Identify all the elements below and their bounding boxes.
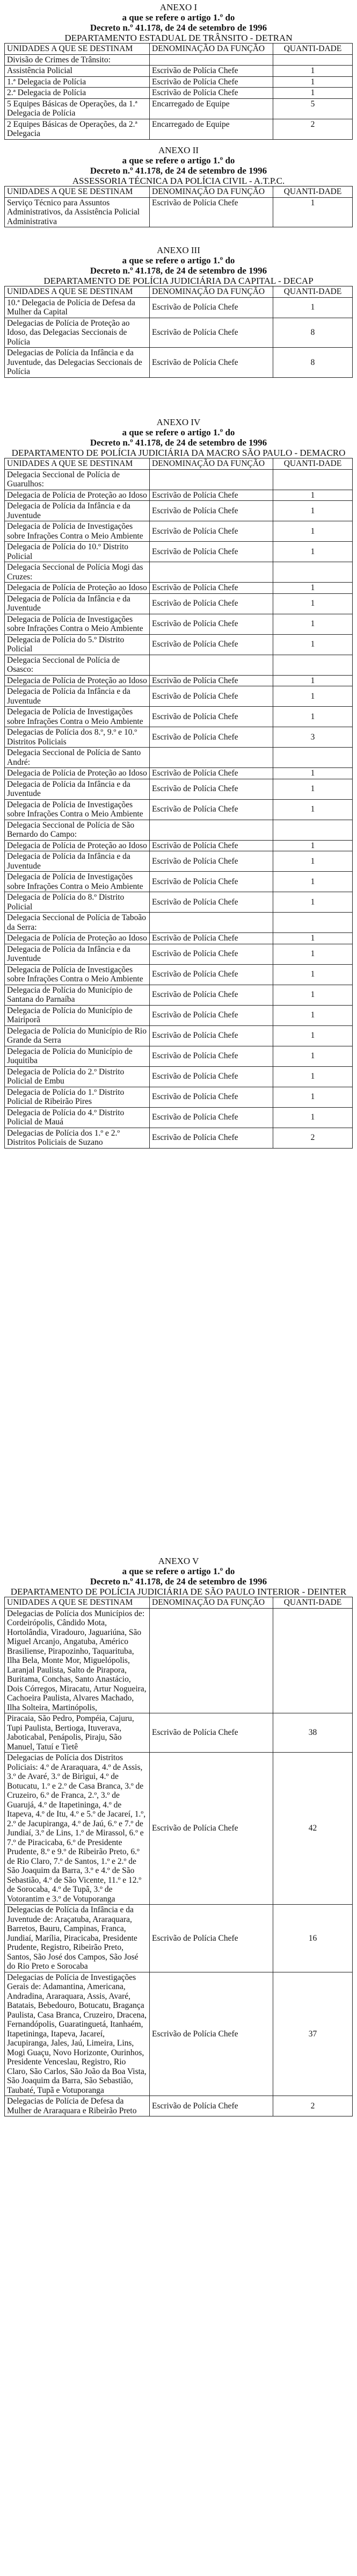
function-cell: Escrivão de Polícia Chefe (150, 892, 273, 913)
unit-cell: Delegacia de Polícia de Investigações sobre Infrações Contra o Meio Ambiente (5, 799, 150, 820)
table-row (5, 655, 353, 675)
function-cell: Encarregado de Equipe (150, 98, 273, 119)
function-cell (150, 748, 273, 768)
annex-ref-line: a que se refere o artigo 1.º do (122, 155, 235, 166)
unit-cell: Delegacia de Polícia do 5.º Distrito Policial (5, 634, 150, 655)
table-row (5, 727, 353, 748)
function-cell: Escrivão de Polícia Chefe (150, 88, 273, 99)
unit-cell: Delegacia de Polícia do 10.º Distrito Policial (5, 542, 150, 562)
unit-cell: Delegacia de Polícia do Município de Rio Grande da Serra (5, 1025, 150, 1046)
function-cell (150, 820, 273, 840)
table-row (5, 2096, 353, 2116)
function-cell: Escrivão de Polícia Chefe (150, 501, 273, 521)
annex-department: DEPARTAMENTO DE POLÍCIA JUDICIÁRIA DE SÃO PAULO INTERIOR - DEINTER (10, 1587, 347, 1597)
table-row (5, 1713, 353, 1753)
table-row (5, 318, 353, 348)
function-cell: Escrivão de Polícia Chefe (150, 872, 273, 892)
table-row (5, 1066, 353, 1087)
table-row (5, 1107, 353, 1128)
table-row (5, 840, 353, 851)
table-row (5, 799, 353, 820)
annex-decree-line: Decreto n.º 41.178, de 24 de setembro de 1996 (90, 23, 267, 33)
unit-cell: Delegacia de Polícia de Investigações sobre Infrações Contra o Meio Ambiente (5, 521, 150, 542)
table-row (5, 1753, 353, 1905)
quantity-cell: 16 (273, 1905, 353, 1972)
unit-cell: Delegacia de Polícia do Município de Santana do Parnaíba (5, 985, 150, 1005)
unit-cell: Delegacias de Polícia da Infância e da Juventude, das Delegacias Seccionais de Polícia (5, 348, 150, 378)
unit-cell: Delegacia de Polícia do 1.º Distrito Policial de Ribeirão Pires (5, 1087, 150, 1107)
unit-cell: Piracaia, São Pedro, Pompéia, Cajuru, Tupi Paulista, Bertioga, Ituverava, Jaboticabal, Penápolis, Piraju, São Manuel, Tatuí e Tietê (5, 1713, 150, 1753)
header-quantity: QUANTI-DADE (273, 186, 353, 198)
unit-cell: Delegacia de Polícia de Proteção ao Idoso (5, 583, 150, 594)
annex-2-table (4, 186, 353, 227)
quantity-cell: 1 (273, 779, 353, 799)
unit-cell: Delegacias de Polícia da Infância e da Juventude de: Araçatuba, Araraquara, Barretos, Bauru, Campinas, Franca, Jundiaí, Marília, Piracicaba, Presidente Prudente, Registro, Ribeirão Preto, Santos, São José dos Campos, São José do Rio Preto e Sorocaba (5, 1905, 150, 1972)
quantity-cell: 42 (273, 1753, 353, 1905)
annex-department: DEPARTAMENTO DE POLÍCIA JUDICIÁRIA DA MACRO SÃO PAULO - DEMACRO (11, 448, 346, 458)
table-row (5, 490, 353, 501)
quantity-cell: 1 (273, 1087, 353, 1107)
header-function: DENOMINAÇÃO DA FUNÇÃO (150, 458, 273, 470)
function-cell: Escrivão de Polícia Chefe (150, 66, 273, 77)
annex-3 (4, 245, 353, 378)
quantity-cell: 1 (273, 1066, 353, 1087)
table-row (5, 634, 353, 655)
table-row (5, 933, 353, 944)
table-row (5, 892, 353, 913)
function-cell: Encarregado de Equipe (150, 119, 273, 139)
function-cell (150, 54, 273, 66)
table-row (5, 562, 353, 583)
annex-department: DEPARTAMENTO DE POLÍCIA JUDICIÁRIA DA CAPITAL - DECAP (43, 276, 314, 286)
annex-department: ASSESSORIA TÉCNICA DA POLÍCIA CIVIL - A.T.P.C. (72, 176, 285, 186)
function-cell: Escrivão de Polícia Chefe (150, 799, 273, 820)
unit-cell: Delegacia de Polícia de Proteção ao Idoso (5, 768, 150, 779)
function-cell: Escrivão de Polícia Chefe (150, 768, 273, 779)
quantity-cell: 37 (273, 1972, 353, 2096)
unit-cell: 2.ª Delegacia de Polícia (5, 88, 150, 99)
table-row (5, 1128, 353, 1148)
table-row (5, 913, 353, 933)
function-cell: Escrivão de Polícia Chefe (150, 542, 273, 562)
annex-2 (4, 145, 353, 227)
function-cell (150, 913, 273, 933)
unit-cell: 2 Equipes Básicas de Operações, da 2.ª Delegacia (5, 119, 150, 139)
unit-cell: Delegacia de Polícia da Infância e da Juventude (5, 501, 150, 521)
unit-cell: Delegacia de Polícia do 2.º Distrito Policial de Embu (5, 1066, 150, 1087)
header-function: DENOMINAÇÃO DA FUNÇÃO (150, 1597, 273, 1609)
quantity-cell (273, 748, 353, 768)
quantity-cell: 2 (273, 119, 353, 139)
quantity-cell: 1 (273, 892, 353, 913)
table-row (5, 583, 353, 594)
unit-cell: Delegacia de Polícia da Infância e da Juventude (5, 779, 150, 799)
function-cell: Escrivão de Polícia Chefe (150, 593, 273, 614)
function-cell (150, 469, 273, 490)
function-cell: Escrivão de Polícia Chefe (150, 779, 273, 799)
function-cell: Escrivão de Polícia Chefe (150, 76, 273, 88)
table-row (5, 88, 353, 99)
quantity-cell: 1 (273, 501, 353, 521)
table-row (5, 872, 353, 892)
table-row (5, 76, 353, 88)
quantity-cell: 1 (273, 851, 353, 872)
function-cell: Escrivão de Polícia Chefe (150, 614, 273, 634)
quantity-cell: 2 (273, 1128, 353, 1148)
table-row (5, 1087, 353, 1107)
function-cell: Escrivão de Polícia Chefe (150, 933, 273, 944)
quantity-cell: 1 (273, 944, 353, 964)
header-units: UNIDADES A QUE SE DESTINAM (5, 1597, 150, 1609)
unit-cell: 10.ª Delegacia de Polícia de Defesa da Mulher da Capital (5, 297, 150, 318)
unit-cell: Delegacia de Polícia de Investigações sobre Infrações Contra o Meio Ambiente (5, 872, 150, 892)
table-row (5, 851, 353, 872)
quantity-cell: 2 (273, 2096, 353, 2116)
function-cell: Escrivão de Polícia Chefe (150, 840, 273, 851)
table-row (5, 686, 353, 707)
header-function: DENOMINAÇÃO DA FUNÇÃO (150, 44, 273, 55)
table-row (5, 964, 353, 985)
quantity-cell: 1 (273, 542, 353, 562)
function-cell: Escrivão de Polícia Chefe (150, 1005, 273, 1025)
quantity-cell: 8 (273, 348, 353, 378)
header-quantity: QUANTI-DADE (273, 286, 353, 298)
table-row (5, 675, 353, 686)
unit-cell: Delegacia de Polícia de Proteção ao Idoso (5, 675, 150, 686)
unit-cell: Delegacia de Polícia de Proteção ao Idoso (5, 490, 150, 501)
function-cell: Escrivão de Polícia Chefe (150, 318, 273, 348)
table-row (5, 944, 353, 964)
annex-title: ANEXO I (159, 2, 198, 12)
function-cell: Escrivão de Polícia Chefe (150, 1087, 273, 1107)
table-row (5, 593, 353, 614)
function-cell: Escrivão de Polícia Chefe (150, 1753, 273, 1905)
table-row (5, 66, 353, 77)
function-cell: Escrivão de Polícia Chefe (150, 348, 273, 378)
unit-cell: Serviço Técnico para Assuntos Administrativos, da Assistência Policial Administrativa (5, 197, 150, 227)
quantity-cell: 1 (273, 297, 353, 318)
function-cell: Escrivão de Polícia Chefe (150, 686, 273, 707)
function-cell (150, 655, 273, 675)
quantity-cell: 1 (273, 675, 353, 686)
function-cell: Escrivão de Polícia Chefe (150, 297, 273, 318)
function-cell: Escrivão de Polícia Chefe (150, 1046, 273, 1066)
function-cell: Escrivão de Polícia Chefe (150, 1905, 273, 1972)
annex-title: ANEXO II (158, 145, 199, 155)
function-cell: Escrivão de Polícia Chefe (150, 1025, 273, 1046)
table-row (5, 297, 353, 318)
quantity-cell: 1 (273, 1046, 353, 1066)
annex-title: ANEXO IV (156, 417, 201, 427)
quantity-cell: 1 (273, 1025, 353, 1046)
function-cell: Escrivão de Polícia Chefe (150, 1713, 273, 1753)
annex-4-heading (4, 417, 353, 458)
function-cell: Escrivão de Polícia Chefe (150, 964, 273, 985)
table-row (5, 469, 353, 490)
function-cell: Escrivão de Polícia Chefe (150, 675, 273, 686)
unit-cell: Delegacias de Polícia de Defesa da Mulher de Araraquara e Ribeirão Preto (5, 2096, 150, 2116)
unit-cell: Delegacias de Polícia de Proteção ao Idoso, das Delegacias Seccionais de Polícia (5, 318, 150, 348)
annex-title: ANEXO III (157, 245, 200, 255)
unit-cell: Delegacias de Polícia dos Distritos Policiais: 4.º de Araraquara, 4.º de Assis, 3.º de Avaré, 3.º de Birigui, 4.º de Botucatu, 1.º e 2.º de Casa Branca, 3.º de Cruzeiro, 6.º de Franca, 2.º, 3.º de Guarujá, 4.º de Itapetininga, 4.º de Itapeva, 4.º de Itu, 4.º e 5.º de Jacareí, 1.º, 2.º de Jacupiranga, 4.º de Jaú, 6.º e 7.º de Jundiaí, 3.º de Lins, 1.º de Mirassol, 6.º e 7.º de Piracicaba, 6.º de Presidente Prudente, 8.º e 9.º de Ribeirão Preto, 6.º de Rio Claro, 7.º de Santos, 1.º e 2.º de São Joaquim da Barra, 3.º e 4.º de São Sebastião, 4.º de São Vicente, 11.º e 12.º de Sorocaba, 4.º de Tupã, 3.º de Votorantim e 3.º de Votuporanga (5, 1753, 150, 1905)
unit-cell: 1.ª Delegacia de Polícia (5, 76, 150, 88)
unit-cell: Delegacia de Polícia de Investigações sobre Infrações Contra o Meio Ambiente (5, 707, 150, 727)
table-row (5, 1025, 353, 1046)
annex-title: ANEXO V (158, 1556, 199, 1566)
unit-cell: Delegacia Seccional de Polícia de Osasco: (5, 655, 150, 675)
quantity-cell: 1 (273, 686, 353, 707)
unit-cell: Delegacia de Polícia da Infância e da Juventude (5, 851, 150, 872)
quantity-cell: 1 (273, 1005, 353, 1025)
quantity-cell: 1 (273, 1107, 353, 1128)
table-row (5, 542, 353, 562)
quantity-cell: 1 (273, 799, 353, 820)
annex-decree-line: Decreto n.º 41.178, de 24 de setembro de 1996 (90, 266, 267, 276)
table-row (5, 707, 353, 727)
quantity-cell: 3 (273, 727, 353, 748)
annex-ref-line: a que se refere o artigo 1.º do (122, 255, 235, 266)
unit-cell: Delegacia de Polícia do Município de Mairiporã (5, 1005, 150, 1025)
annex-3-table (4, 286, 353, 378)
unit-cell: Delegacia de Polícia do 8.º Distrito Policial (5, 892, 150, 913)
header-units: UNIDADES A QUE SE DESTINAM (5, 44, 150, 55)
annex-3-heading (4, 245, 353, 286)
function-cell: Escrivão de Polícia Chefe (150, 1128, 273, 1148)
annex-5-heading (4, 1556, 353, 1597)
function-cell: Escrivão de Polícia Chefe (150, 1972, 273, 2096)
unit-cell: Delegacia de Polícia do 4.º Distrito Policial de Mauá (5, 1107, 150, 1128)
unit-cell: Delegacia de Polícia da Infância e da Juventude (5, 593, 150, 614)
unit-cell: Delegacia de Polícia do Município de Juquitiba (5, 1046, 150, 1066)
unit-cell: Divisão de Crimes de Trânsito: (5, 54, 150, 66)
unit-cell: Delegacia Seccional de Polícia de Santo André: (5, 748, 150, 768)
function-cell: Escrivão de Polícia Chefe (150, 707, 273, 727)
quantity-cell: 1 (273, 490, 353, 501)
unit-cell: Delegacia de Polícia de Investigações sobre Infrações Contra o Meio Ambiente (5, 614, 150, 634)
quantity-cell: 1 (273, 840, 353, 851)
quantity-cell (273, 1608, 353, 1713)
unit-cell: Delegacia Seccional de Polícia de Taboão da Serra: (5, 913, 150, 933)
function-cell: Escrivão de Polícia Chefe (150, 521, 273, 542)
unit-cell: Delegacias de Polícia dos Municípios de: Cordeirópolis, Cândido Mota, Hortolândia, Viradouro, Jaguariúna, São Miguel Arcanjo, Angatuba, Américo Brasiliense, Pirapozinho, Taquarituba, Ilha Bela, Monte Mor, Miguelópolis, Laranjal Paulista, Salto de Pirapora, Buritama, Conchas, Santo Anastácio, Dois Córregos, Miracatu, Artur Nogueira, Cachoeira Paulista, Alvares Machado, Ilha Solteira, Martinópolis, (5, 1608, 150, 1713)
table-row (5, 779, 353, 799)
table-row (5, 985, 353, 1005)
unit-cell: Delegacias de Polícia dos 8.º, 9.º e 10.º Distritos Policiais (5, 727, 150, 748)
quantity-cell: 5 (273, 98, 353, 119)
header-units: UNIDADES A QUE SE DESTINAM (5, 458, 150, 470)
function-cell: Escrivão de Polícia Chefe (150, 944, 273, 964)
annex-decree-line: Decreto n.º 41.178, de 24 de setembro de 1996 (90, 437, 267, 448)
unit-cell: Delegacia Seccional de Polícia de Guarulhos: (5, 469, 150, 490)
unit-cell: Delegacia de Polícia de Proteção ao Idoso (5, 840, 150, 851)
function-cell (150, 1608, 273, 1713)
annex-ref-line: a que se refere o artigo 1.º do (122, 1566, 235, 1577)
table-row (5, 521, 353, 542)
table-row (5, 1608, 353, 1713)
annex-1-heading (4, 2, 353, 43)
quantity-cell: 1 (273, 88, 353, 99)
table-row (5, 348, 353, 378)
function-cell: Escrivão de Polícia Chefe (150, 197, 273, 227)
unit-cell: 5 Equipes Básicas de Operações, da 1.ª Delegacia de Polícia (5, 98, 150, 119)
header-units: UNIDADES A QUE SE DESTINAM (5, 186, 150, 198)
quantity-cell (273, 655, 353, 675)
function-cell: Escrivão de Polícia Chefe (150, 985, 273, 1005)
function-cell: Escrivão de Polícia Chefe (150, 634, 273, 655)
unit-cell: Delegacia de Polícia de Proteção ao Idoso (5, 933, 150, 944)
header-quantity: QUANTI-DADE (273, 44, 353, 55)
unit-cell: Delegacias de Polícia dos 1.º e 2.º Distritos Policiais de Suzano (5, 1128, 150, 1148)
unit-cell: Delegacia Seccional de Polícia Mogi das Cruzes: (5, 562, 150, 583)
quantity-cell: 1 (273, 768, 353, 779)
function-cell: Escrivão de Polícia Chefe (150, 583, 273, 594)
quantity-cell: 1 (273, 76, 353, 88)
table-row (5, 1046, 353, 1066)
table-row (5, 98, 353, 119)
header-function: DENOMINAÇÃO DA FUNÇÃO (150, 286, 273, 298)
quantity-cell (273, 469, 353, 490)
header-function: DENOMINAÇÃO DA FUNÇÃO (150, 186, 273, 198)
function-cell: Escrivão de Polícia Chefe (150, 851, 273, 872)
quantity-cell (273, 54, 353, 66)
table-row (5, 748, 353, 768)
table-row (5, 197, 353, 227)
table-row (5, 768, 353, 779)
table-row (5, 614, 353, 634)
annex-department: DEPARTAMENTO ESTADUAL DE TRÂNSITO - DETRAN (64, 33, 293, 44)
header-quantity: QUANTI-DADE (273, 1597, 353, 1609)
header-units: UNIDADES A QUE SE DESTINAM (5, 286, 150, 298)
quantity-cell: 1 (273, 521, 353, 542)
function-cell (150, 562, 273, 583)
quantity-cell (273, 562, 353, 583)
annex-4 (4, 417, 353, 1149)
function-cell: Escrivão de Polícia Chefe (150, 1107, 273, 1128)
function-cell: Escrivão de Polícia Chefe (150, 727, 273, 748)
quantity-cell (273, 820, 353, 840)
quantity-cell: 1 (273, 872, 353, 892)
quantity-cell: 1 (273, 197, 353, 227)
annex-2-heading (4, 145, 353, 186)
quantity-cell: 1 (273, 964, 353, 985)
unit-cell: Assistência Policial (5, 66, 150, 77)
quantity-cell: 1 (273, 933, 353, 944)
table-row (5, 1972, 353, 2096)
annex-decree-line: Decreto n.º 41.178, de 24 de setembro de 1996 (90, 166, 267, 176)
table-row (5, 501, 353, 521)
quantity-cell: 1 (273, 593, 353, 614)
annex-5 (4, 1556, 353, 2116)
annex-ref-line: a que se refere o artigo 1.º do (122, 12, 235, 23)
table-row (5, 1905, 353, 1972)
table-row (5, 820, 353, 840)
quantity-cell: 1 (273, 66, 353, 77)
unit-cell: Delegacia de Polícia da Infância e da Juventude (5, 686, 150, 707)
header-quantity: QUANTI-DADE (273, 458, 353, 470)
unit-cell: Delegacias de Polícia de Investigações Gerais de: Adamantina, Americana, Andradina, Araraquara, Assis, Avaré, Batatais, Bebedouro, Botucatu, Bragança Paulista, Casa Branca, Cruzeiro, Dracena, Fernandópolis, Guaratinguetá, Itanhaém, Itapetininga, Itapeva, Jacareí, Jacupiranga, Jales, Jaú, Limeira, Lins, Mogi Guaçu, Novo Horizonte, Ourinhos, Presidente Venceslau, Registro, Rio Claro, São Carlos, São João da Boa Vista, São Joaquim da Barra, São Sebastião, Taubaté, Tupã e Votuporanga (5, 1972, 150, 2096)
quantity-cell: 1 (273, 614, 353, 634)
quantity-cell: 8 (273, 318, 353, 348)
unit-cell: Delegacia de Polícia da Infância e da Juventude (5, 944, 150, 964)
annex-1 (4, 2, 353, 140)
annex-1-table (4, 43, 353, 140)
annex-decree-line: Decreto n.º 41.178, de 24 de setembro de 1996 (90, 1576, 267, 1587)
table-row (5, 54, 353, 66)
unit-cell: Delegacia de Polícia de Investigações sobre Infrações Contra o Meio Ambiente (5, 964, 150, 985)
annex-ref-line: a que se refere o artigo 1.º do (122, 427, 235, 438)
quantity-cell: 1 (273, 707, 353, 727)
quantity-cell: 38 (273, 1713, 353, 1753)
annex-5-table (4, 1597, 353, 2116)
table-row (5, 119, 353, 139)
quantity-cell: 1 (273, 985, 353, 1005)
annex-4-table (4, 458, 353, 1149)
table-row (5, 1005, 353, 1025)
quantity-cell (273, 913, 353, 933)
quantity-cell: 1 (273, 634, 353, 655)
quantity-cell: 1 (273, 583, 353, 594)
function-cell: Escrivão de Polícia Chefe (150, 2096, 273, 2116)
function-cell: Escrivão de Polícia Chefe (150, 490, 273, 501)
function-cell: Escrivão de Polícia Chefe (150, 1066, 273, 1087)
unit-cell: Delegacia Seccional de Polícia de São Bernardo do Campo: (5, 820, 150, 840)
